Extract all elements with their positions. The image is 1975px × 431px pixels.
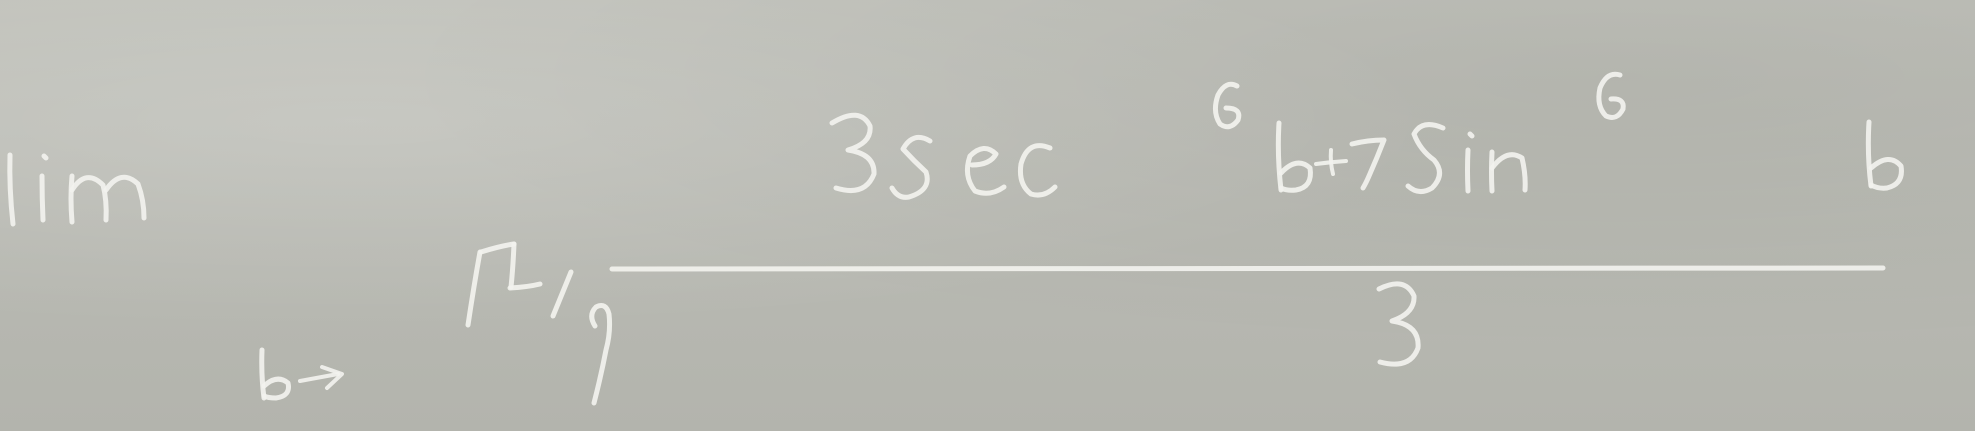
approach-value-pi-over-9 <box>468 244 610 403</box>
limit-word <box>10 155 144 224</box>
numerator-b-first <box>1278 123 1310 190</box>
numerator-sin <box>1408 125 1525 192</box>
fraction-bar <box>612 268 1883 269</box>
numerator-3 <box>832 115 874 190</box>
numerator-sin-exponent-6 <box>1599 74 1623 117</box>
denominator-3 <box>1379 284 1418 364</box>
numerator-7 <box>1352 140 1384 188</box>
numerator-b-second <box>1868 122 1901 188</box>
numerator-sec <box>892 137 1055 197</box>
limit-variable-b <box>262 350 289 398</box>
numerator-sec-exponent-6 <box>1215 84 1238 126</box>
limit-arrow <box>300 367 342 388</box>
numerator-plus <box>1316 150 1346 174</box>
